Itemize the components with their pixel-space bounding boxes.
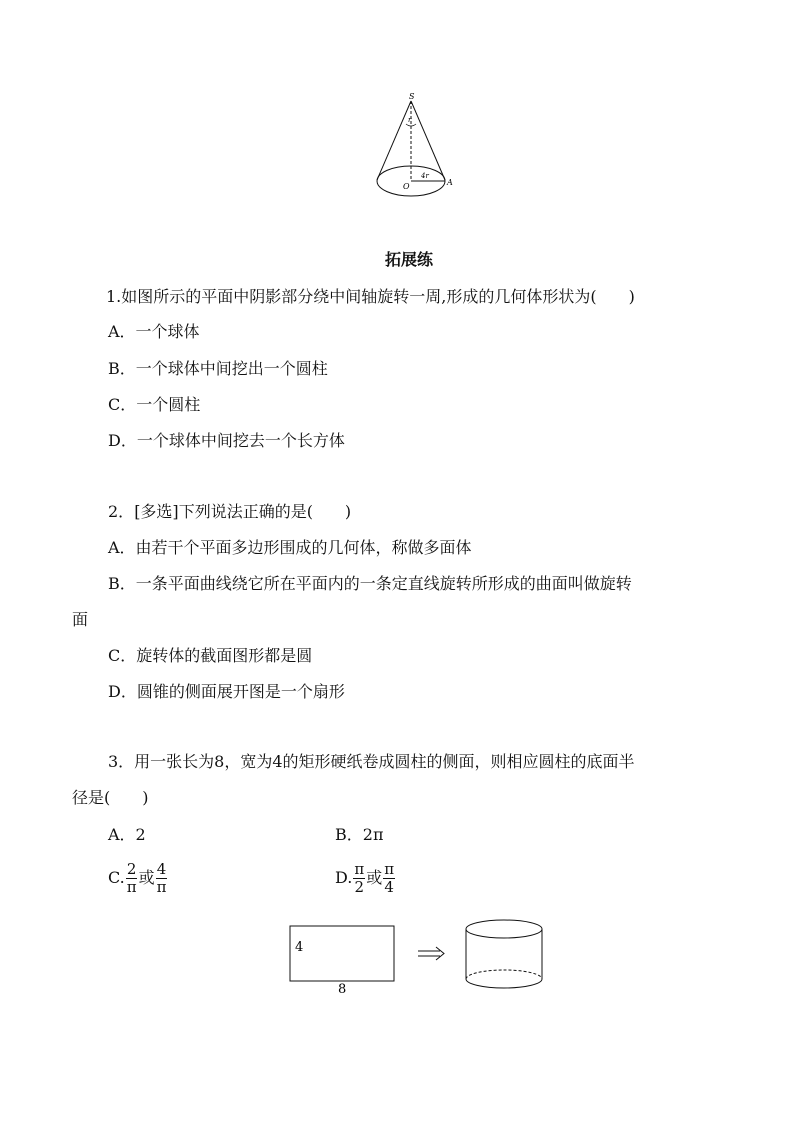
cone-apex-label: S xyxy=(409,92,415,101)
q2-option-a: A．由若干个平面多边形围成的几何体，称做多面体 xyxy=(108,538,472,557)
q3-option-c-frac1 xyxy=(126,861,138,896)
q3-stem-line2: 径是( ) xyxy=(72,788,149,807)
q3-option-d-frac1-den: 2 xyxy=(354,878,365,896)
paper-rectangle xyxy=(290,926,394,981)
rect-width-label: 4 xyxy=(295,940,304,955)
q3-option-c-frac2-den: π xyxy=(156,878,167,896)
q2-option-b-cont: 面 xyxy=(72,610,89,629)
q3-option-c-frac2 xyxy=(156,861,168,896)
q3-option-c-frac2-num: 4 xyxy=(156,860,167,878)
q2-option-d: D．圆锥的侧面展开图是一个扇形 xyxy=(108,682,345,701)
q1-option-c: C．一个圆柱 xyxy=(108,395,201,414)
q3-option-d-frac2-den: 4 xyxy=(384,878,394,896)
cone-angle-label: r xyxy=(408,116,412,124)
q3-stem-line1: 3．用一张长为8，宽为4的矩形硬纸卷成圆柱的侧面，则相应圆柱的底面半 xyxy=(108,752,635,771)
cone-center-label: O xyxy=(403,182,410,191)
q1-option-a: A．一个球体 xyxy=(108,322,200,341)
q3-option-c-connector: 或 xyxy=(138,868,155,887)
q2-number: 2． xyxy=(108,502,135,521)
q3-option-d-connector: 或 xyxy=(366,868,383,887)
cone-figure xyxy=(370,88,470,208)
cone-angle-arc xyxy=(406,124,416,126)
q1-option-b: B．一个球体中间挖出一个圆柱 xyxy=(108,359,328,378)
section-title: 拓展练 xyxy=(385,250,434,269)
q3-option-a: A．2 xyxy=(108,825,146,844)
double-arrow-icon xyxy=(418,947,444,960)
q1-option-d: D．一个球体中间挖去一个长方体 xyxy=(108,431,345,450)
q2-stem xyxy=(108,502,351,522)
q3-option-c-frac1-num: 2 xyxy=(126,860,137,878)
q2-stem-text: 下列说法正确的是( ) xyxy=(178,502,352,521)
q3-option-d-frac1 xyxy=(353,861,365,896)
q3-option-d-prefix: D. xyxy=(335,868,353,887)
q2-option-c: C．旋转体的截面图形都是圆 xyxy=(108,646,313,665)
cone-point-label: A xyxy=(447,178,453,187)
q3-option-d-frac1-num: π xyxy=(354,860,365,878)
q3-option-c-prefix: C. xyxy=(108,868,125,887)
q3-option-d-frac2 xyxy=(383,861,395,896)
q3-option-d xyxy=(335,860,396,896)
rect-length-label: 8 xyxy=(338,982,347,997)
q2-option-b: B．一条平面曲线绕它所在平面内的一条定直线旋转所形成的曲面叫做旋转 xyxy=(108,574,632,593)
q2-tag: [多选] xyxy=(134,502,179,521)
q1-stem: 1.如图所示的平面中阴影部分绕中间轴旋转一周,形成的几何体形状为( ) xyxy=(106,287,635,306)
q3-option-d-frac2-num: π xyxy=(384,860,395,878)
rect-to-cylinder-figure xyxy=(285,915,555,1000)
cylinder-drawing xyxy=(466,920,542,988)
q3-option-b: B．2π xyxy=(335,825,384,844)
q3-option-c-frac1-den: π xyxy=(126,878,137,896)
q3-option-c xyxy=(108,860,169,896)
cone-radius-label: 4r xyxy=(421,172,429,180)
